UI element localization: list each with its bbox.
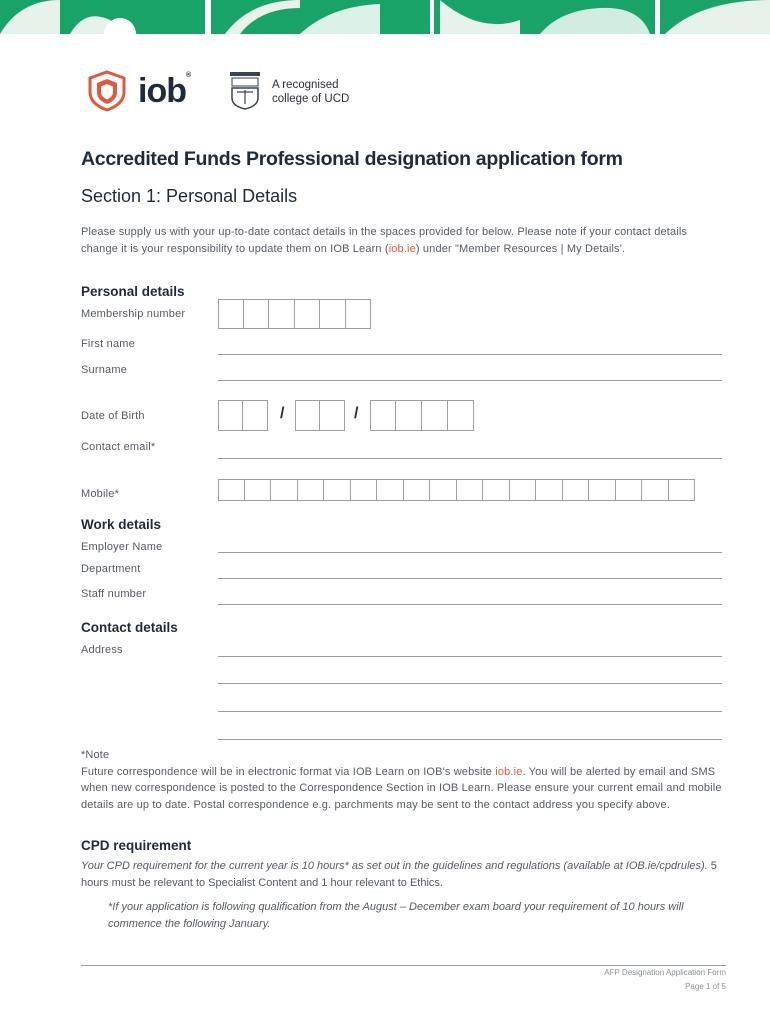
mobile-digit-box[interactable]: [245, 479, 271, 501]
header-banner: [0, 0, 770, 34]
department-label: Department: [81, 563, 141, 575]
cpd-text: Your CPD requirement for the current year is 10 hours* as set out in the guidelines and regulations (available at IOB.ie/cpdrules). 5 hours must be relevant to Specialist Content and 1 hour relevant to Ethics.: [81, 860, 717, 889]
email-label: Contact email*: [81, 441, 156, 453]
department-field[interactable]: [218, 578, 722, 579]
iob-shield-icon: [86, 70, 128, 112]
address-line-1[interactable]: [218, 656, 722, 657]
membership-digit-box[interactable]: [244, 299, 269, 329]
mobile-digit-box[interactable]: [510, 479, 536, 501]
iob-wordmark: iob®: [138, 71, 191, 110]
mobile-digit-box[interactable]: [563, 479, 589, 501]
membership-label: Membership number: [81, 308, 186, 320]
dob-year-box[interactable]: [422, 400, 448, 431]
dob-month-box[interactable]: [320, 400, 345, 431]
email-field[interactable]: [218, 458, 722, 459]
dob-month-box[interactable]: [295, 400, 320, 431]
dob-label: Date of Birth: [81, 410, 145, 422]
cpd-footnote: *If your application is following qualification from the August – December exam board your requirement of 10 hours will commence the following January.: [108, 901, 684, 930]
membership-number-input[interactable]: [218, 299, 371, 329]
membership-digit-box[interactable]: [218, 299, 244, 329]
mobile-digit-box[interactable]: [377, 479, 404, 501]
surname-field[interactable]: [218, 380, 722, 381]
mobile-label: Mobile*: [81, 488, 120, 500]
mobile-digit-box[interactable]: [616, 479, 642, 501]
dob-separator: /: [354, 405, 359, 422]
employer-field[interactable]: [218, 552, 722, 553]
mobile-digit-box[interactable]: [669, 479, 695, 501]
dob-year-input[interactable]: [370, 400, 474, 431]
mobile-digit-box[interactable]: [298, 479, 324, 501]
mobile-digit-box[interactable]: [218, 479, 245, 501]
dob-year-box[interactable]: [370, 400, 396, 431]
staff-number-field[interactable]: [218, 604, 722, 605]
mobile-digit-box[interactable]: [271, 479, 298, 501]
dob-separator: /: [280, 405, 285, 422]
section-title: Section 1: Personal Details: [81, 186, 298, 206]
mobile-digit-box[interactable]: [351, 479, 377, 501]
first-name-label: First name: [81, 338, 135, 350]
dob-month-input[interactable]: [295, 400, 345, 431]
dob-day-box[interactable]: [243, 400, 268, 431]
ucd-crest-icon: [228, 70, 262, 110]
footer-doc-name: AFP Designation Application Form: [604, 968, 726, 977]
contact-details-heading: Contact details: [81, 620, 178, 635]
iob-logo: [86, 70, 190, 112]
iob-link[interactable]: iob.ie: [495, 765, 523, 778]
first-name-field[interactable]: [218, 354, 722, 355]
ucd-line-2: college of UCD: [272, 93, 350, 105]
staff-number-label: Staff number: [81, 588, 147, 600]
cpd-heading: CPD requirement: [81, 838, 192, 853]
footer-divider: [81, 965, 726, 966]
mobile-digit-box[interactable]: [642, 479, 669, 501]
membership-digit-box[interactable]: [346, 299, 371, 329]
address-line-2[interactable]: [218, 683, 722, 684]
dob-day-input[interactable]: [218, 400, 268, 431]
mobile-digit-box[interactable]: [404, 479, 430, 501]
form-title: Accredited Funds Professional designation application form: [81, 148, 623, 170]
dob-year-box[interactable]: [448, 400, 474, 431]
mobile-input[interactable]: [218, 479, 695, 501]
mobile-digit-box[interactable]: [457, 479, 483, 501]
ucd-line-1: A recognised: [272, 79, 339, 91]
note-block: [81, 747, 723, 813]
note-title: *Note: [81, 749, 110, 761]
membership-digit-box[interactable]: [320, 299, 346, 329]
mobile-digit-box[interactable]: [536, 479, 563, 501]
mobile-digit-box[interactable]: [483, 479, 510, 501]
surname-label: Surname: [81, 364, 128, 376]
note-text: Future correspondence will be in electronic format via IOB Learn on IOB's website iob.ie. You will be alerted by email and SMS when new correspondence is posted to the Correspondence Section in IOB Learn. Please ensure your current email and mobile details are up to date. Postal correspondence e.g. parchments may be sent to the contact address you specify above.: [81, 765, 722, 811]
work-details-heading: Work details: [81, 517, 162, 532]
personal-details-heading: Personal details: [81, 284, 185, 299]
dob-year-box[interactable]: [396, 400, 422, 431]
membership-digit-box[interactable]: [295, 299, 320, 329]
address-line-3[interactable]: [218, 711, 722, 712]
mobile-digit-box[interactable]: [589, 479, 616, 501]
mobile-digit-box[interactable]: [324, 479, 351, 501]
address-label: Address: [81, 644, 123, 656]
employer-label: Employer Name: [81, 541, 163, 553]
intro-text: Please supply us with your up-to-date contact details in the spaces provided for below. Please note if your contact details change it is your responsibility to update them on IOB Learn (iob.ie) under "Member Resources | My Details'.: [81, 226, 688, 255]
address-line-4[interactable]: [218, 739, 722, 740]
dob-day-box[interactable]: [218, 400, 243, 431]
ucd-recognition: [272, 78, 349, 106]
iob-link[interactable]: iob.ie: [388, 242, 416, 255]
membership-digit-box[interactable]: [269, 299, 295, 329]
mobile-digit-box[interactable]: [430, 479, 457, 501]
footer-page-number: Page 1 of 5: [685, 982, 726, 991]
